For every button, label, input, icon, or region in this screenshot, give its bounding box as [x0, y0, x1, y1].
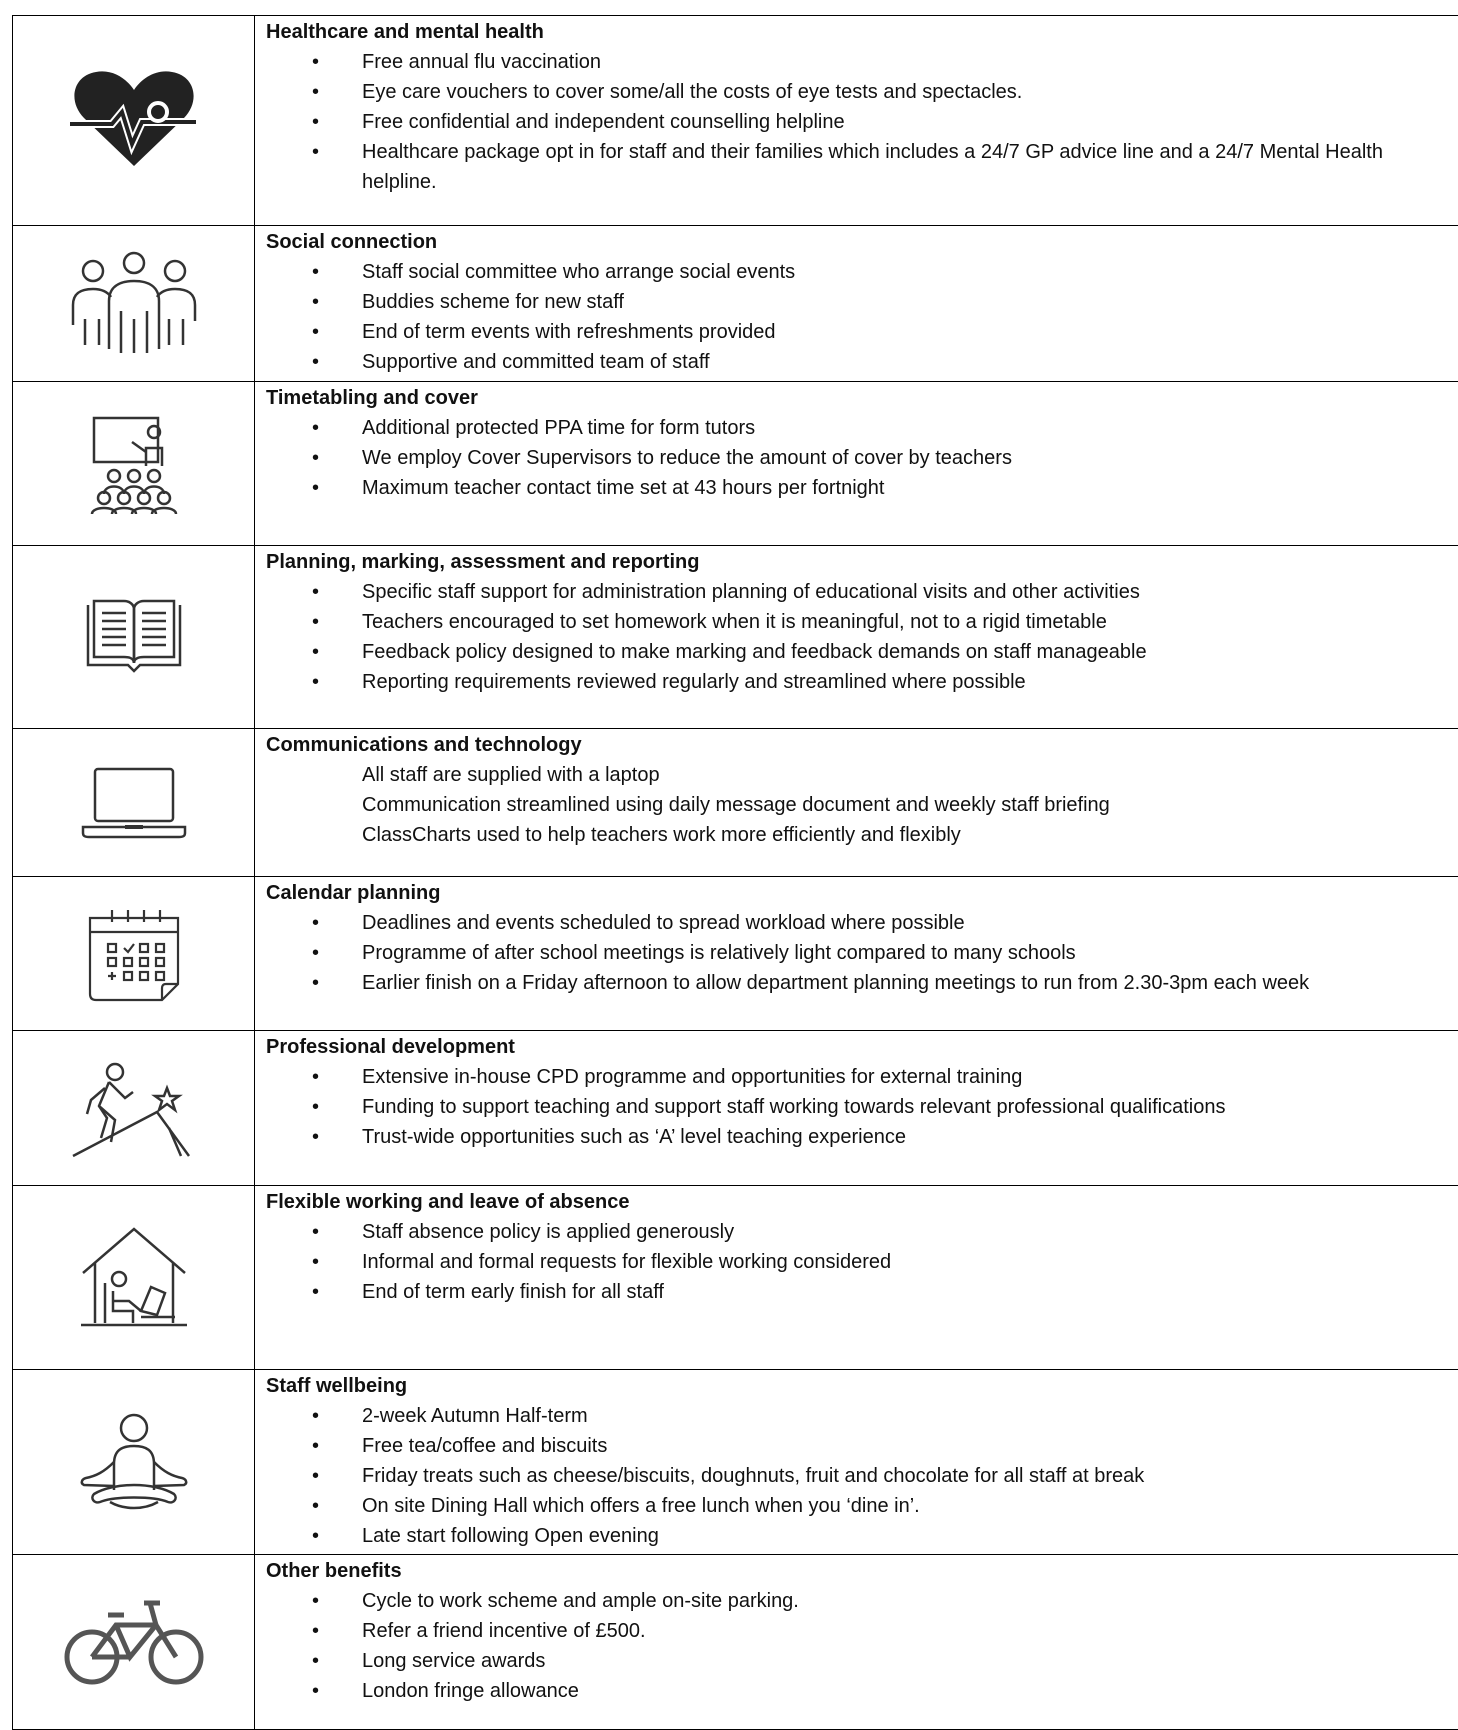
list-item: • Staff social committee who arrange social events: [266, 257, 1458, 287]
benefit-list: [266, 908, 1458, 998]
benefit-text: [255, 1031, 1458, 1186]
benefit-text: [255, 729, 1458, 877]
list-item: • Eye care vouchers to cover some/all the costs of eye tests and spectacles.: [266, 77, 1458, 107]
benefit-row: [13, 382, 1458, 546]
section-title: Healthcare and mental health: [266, 17, 1458, 47]
benefit-row: [13, 1186, 1458, 1370]
section-title: Other benefits: [266, 1556, 1458, 1586]
list-item: All staff are supplied with a laptop: [266, 760, 1458, 790]
benefit-text: [255, 226, 1458, 382]
benefit-row: [13, 546, 1458, 729]
section-title: Timetabling and cover: [266, 383, 1458, 413]
benefit-row: [13, 1555, 1458, 1730]
meditation-icon: [74, 1412, 194, 1512]
list-item: • Deadlines and events scheduled to spread workload where possible: [266, 908, 1458, 938]
benefit-list: [266, 257, 1458, 377]
benefit-text: [255, 1370, 1458, 1555]
benefit-list: [266, 1217, 1458, 1307]
list-item: • Additional protected PPA time for form tutors: [266, 413, 1458, 443]
list-item: • Late start following Open evening: [266, 1521, 1458, 1551]
icon-cell: [13, 16, 255, 226]
list-item: • Refer a friend incentive of £500.: [266, 1616, 1458, 1646]
section-title: Professional development: [266, 1032, 1458, 1062]
list-item: • London fringe allowance: [266, 1676, 1458, 1706]
icon-cell: [13, 226, 255, 382]
heart-rate-icon: [64, 66, 204, 176]
icon-cell: [13, 546, 255, 729]
open-book-icon: [84, 597, 184, 677]
home-working-icon: [79, 1225, 189, 1330]
section-title: Social connection: [266, 227, 1458, 257]
list-item: • Supportive and committed team of staff: [266, 347, 1458, 377]
benefit-list: [266, 413, 1458, 503]
list-item: • Maximum teacher contact time set at 43 hours per fortnight: [266, 473, 1458, 503]
benefit-row: [13, 1031, 1458, 1186]
list-item: • Free annual flu vaccination: [266, 47, 1458, 77]
list-item: • End of term early finish for all staff: [266, 1277, 1458, 1307]
benefit-text: [255, 1555, 1458, 1730]
list-item: • Reporting requirements reviewed regularly and streamlined where possible: [266, 667, 1458, 697]
list-item: • Informal and formal requests for flexible working considered: [266, 1247, 1458, 1277]
benefits-table: [12, 15, 1458, 1730]
classroom-icon: [84, 414, 184, 514]
benefit-text: [255, 382, 1458, 546]
icon-cell: [13, 729, 255, 877]
benefit-text: [255, 546, 1458, 729]
list-item: • Specific staff support for administration planning of educational visits and other activities: [266, 577, 1458, 607]
benefit-list: [266, 577, 1458, 697]
icon-cell: [13, 1031, 255, 1186]
list-item: • Staff absence policy is applied generously: [266, 1217, 1458, 1247]
list-item: • Buddies scheme for new staff: [266, 287, 1458, 317]
bicycle-icon: [64, 1595, 204, 1690]
list-item: • We employ Cover Supervisors to reduce the amount of cover by teachers: [266, 443, 1458, 473]
list-item: • Feedback policy designed to make marking and feedback demands on staff manageable: [266, 637, 1458, 667]
icon-cell: [13, 1555, 255, 1730]
icon-cell: [13, 877, 255, 1031]
benefit-list: [266, 1062, 1458, 1152]
list-item: • Healthcare package opt in for staff and their families which includes a 24/7 GP advice line and a 24/7 Mental Health helpline.: [266, 137, 1458, 197]
section-title: Communications and technology: [266, 730, 1458, 760]
section-title: Planning, marking, assessment and reporting: [266, 547, 1458, 577]
list-item: • Trust-wide opportunities such as ‘A’ level teaching experience: [266, 1122, 1458, 1152]
benefit-list: [266, 1401, 1458, 1551]
section-title: Staff wellbeing: [266, 1371, 1458, 1401]
climbing-star-icon: [69, 1058, 199, 1158]
benefit-row: [13, 16, 1458, 226]
benefit-row: [13, 729, 1458, 877]
benefit-row: [13, 1370, 1458, 1555]
list-item: • Extensive in-house CPD programme and opportunities for external training: [266, 1062, 1458, 1092]
section-title: Calendar planning: [266, 878, 1458, 908]
list-item: ClassCharts used to help teachers work more efficiently and flexibly: [266, 820, 1458, 850]
list-item: Communication streamlined using daily message document and weekly staff briefing: [266, 790, 1458, 820]
section-title: Flexible working and leave of absence: [266, 1187, 1458, 1217]
list-item: • Programme of after school meetings is relatively light compared to many schools: [266, 938, 1458, 968]
benefit-row: [13, 877, 1458, 1031]
list-item: • Free tea/coffee and biscuits: [266, 1431, 1458, 1461]
list-item: • Long service awards: [266, 1646, 1458, 1676]
icon-cell: [13, 382, 255, 546]
list-item: • Teachers encouraged to set homework when it is meaningful, not to a rigid timetable: [266, 607, 1458, 637]
benefit-text: [255, 1186, 1458, 1370]
list-item: • Friday treats such as cheese/biscuits, doughnuts, fruit and chocolate for all staff at break: [266, 1461, 1458, 1491]
list-item: • Cycle to work scheme and ample on-site parking.: [266, 1586, 1458, 1616]
people-group-icon: [69, 249, 199, 359]
calendar-icon: [84, 904, 184, 1004]
benefit-text: [255, 16, 1458, 226]
list-item: • On site Dining Hall which offers a free lunch when you ‘dine in’.: [266, 1491, 1458, 1521]
list-item: • End of term events with refreshments provided: [266, 317, 1458, 347]
list-item: • 2-week Autumn Half-term: [266, 1401, 1458, 1431]
benefit-list: [266, 1586, 1458, 1706]
icon-cell: [13, 1186, 255, 1370]
benefit-row: [13, 226, 1458, 382]
benefit-list: [266, 760, 1458, 850]
list-item: • Free confidential and independent counselling helpline: [266, 107, 1458, 137]
list-item: • Funding to support teaching and support staff working towards relevant professional qualifications: [266, 1092, 1458, 1122]
icon-cell: [13, 1370, 255, 1555]
benefit-text: [255, 877, 1458, 1031]
laptop-icon: [79, 763, 189, 843]
benefit-list: [266, 47, 1458, 197]
list-item: • Earlier finish on a Friday afternoon to allow department planning meetings to run from 2.30-3pm each week: [266, 968, 1458, 998]
